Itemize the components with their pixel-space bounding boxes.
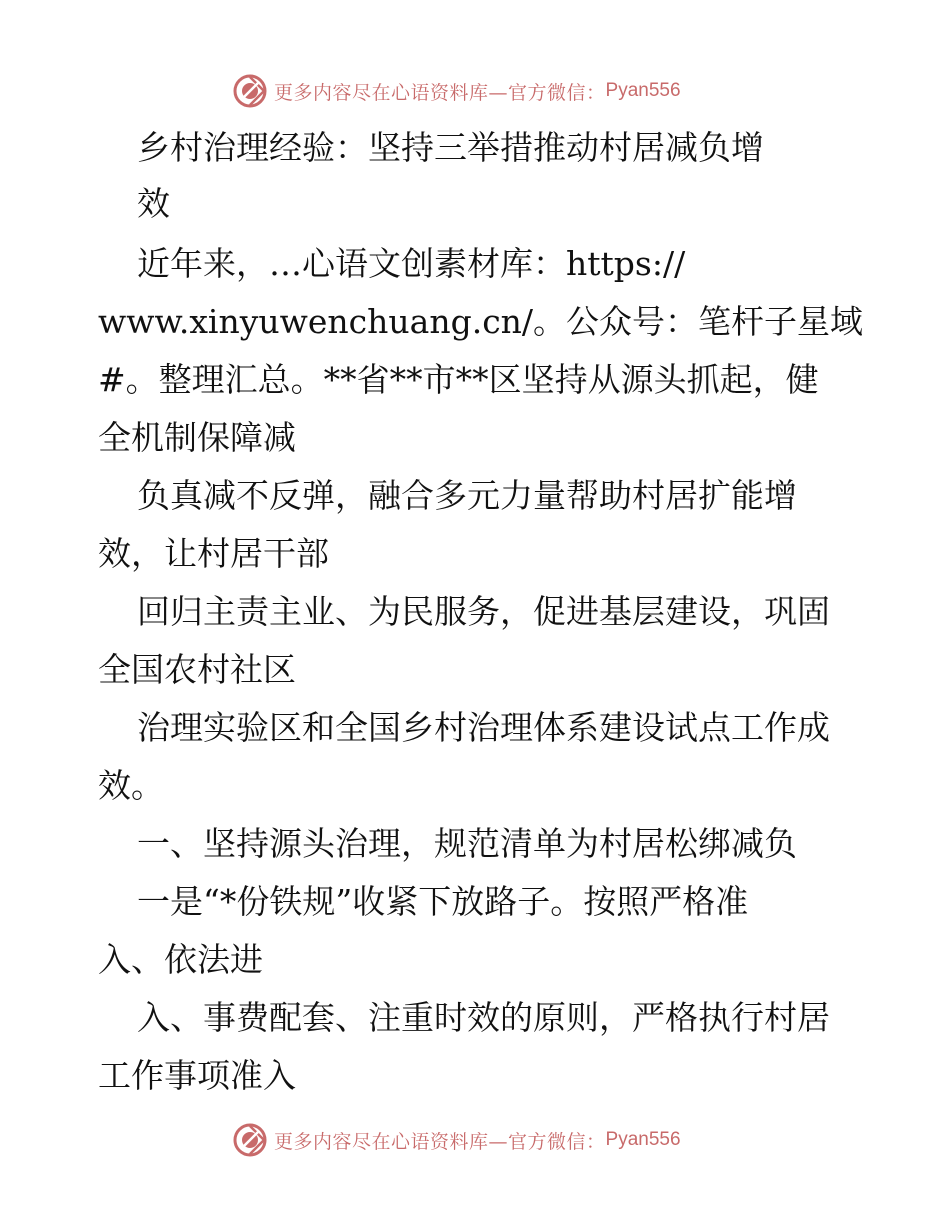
watermark-id: Pyan556 bbox=[605, 1129, 681, 1150]
watermark-text: 更多内容尽在心语资料库—官方微信： bbox=[274, 81, 606, 104]
paragraph-line: 工作事项准入 bbox=[98, 1056, 296, 1095]
watermark-logo-icon bbox=[232, 73, 268, 109]
paragraph-line: 负真减不反弹，融合多元力量帮助村居扩能增 bbox=[137, 476, 797, 515]
watermark-id: Pyan556 bbox=[605, 80, 681, 101]
paragraph-line: 全机制保障减 bbox=[98, 418, 296, 457]
paragraph-line: 入、事费配套、注重时效的原则，严格执行村居 bbox=[137, 998, 830, 1037]
title-line: 乡村治理经验：坚持三举措推动村居减负增 bbox=[137, 128, 764, 167]
paragraph-line: 近年来，…心语文创素材库：https:// bbox=[137, 244, 686, 283]
watermark-logo-icon bbox=[232, 1122, 268, 1158]
paragraph-line: www.xinyuwenchuang.cn/。公众号：笔杆子星域 bbox=[98, 302, 864, 341]
paragraph-line: 治理实验区和全国乡村治理体系建设试点工作成 bbox=[137, 708, 830, 747]
section-heading: 一、坚持源头治理，规范清单为村居松绑减负 bbox=[137, 824, 797, 863]
paragraph-line: 回归主责主业、为民服务，促进基层建设，巩固 bbox=[137, 592, 830, 631]
title-line: 效 bbox=[137, 184, 170, 223]
paragraph-line: 入、依法进 bbox=[98, 940, 263, 979]
paragraph-line: 效。 bbox=[98, 766, 164, 805]
paragraph-line: #。整理汇总。**省**市**区坚持从源头抓起，健 bbox=[98, 360, 819, 399]
paragraph-line: 一是“*份铁规”收紧下放路子。按照严格准 bbox=[137, 882, 749, 921]
watermark-banner-top bbox=[0, 71, 950, 111]
paragraph-line: 效，让村居干部 bbox=[98, 534, 329, 573]
watermark-text: 更多内容尽在心语资料库—官方微信： bbox=[274, 1130, 606, 1153]
paragraph-line: 全国农村社区 bbox=[98, 650, 296, 689]
watermark-banner-bottom bbox=[0, 1120, 950, 1160]
